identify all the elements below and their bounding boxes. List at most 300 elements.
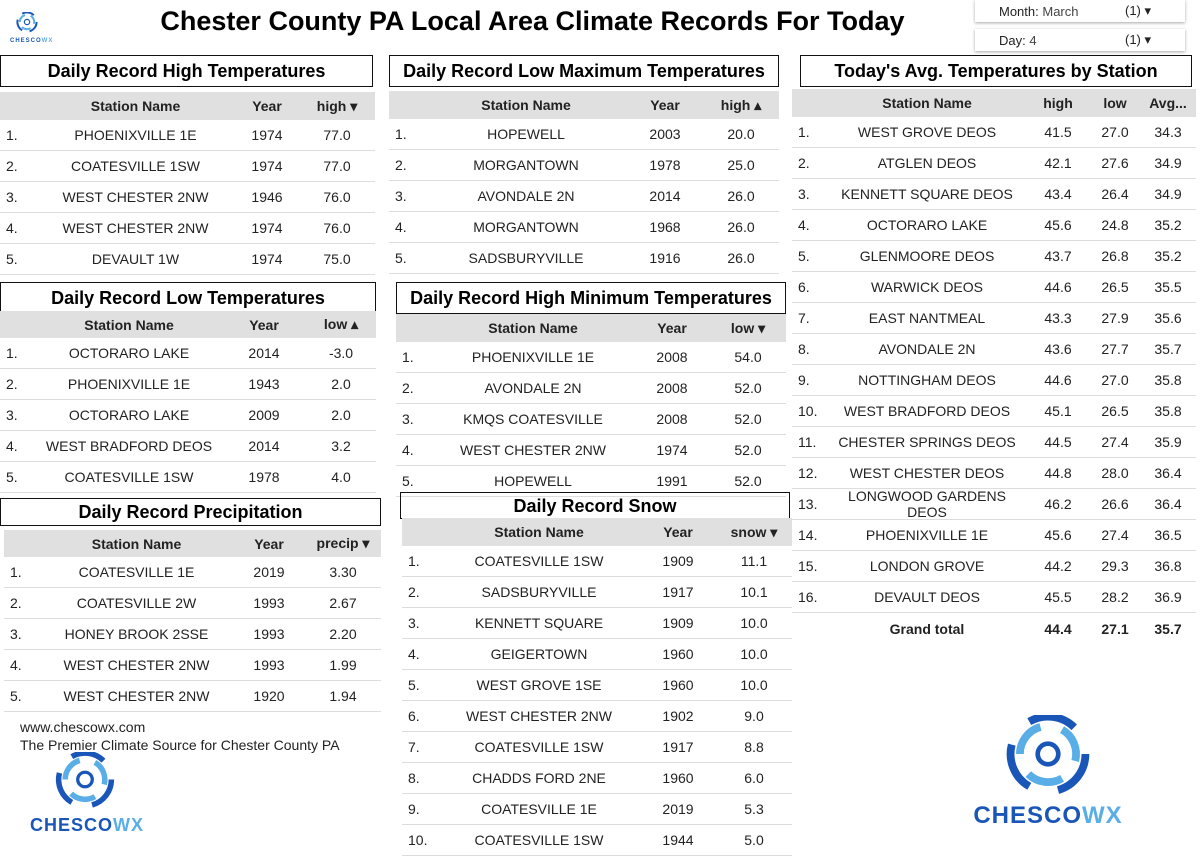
cell: 35.9	[1154, 434, 1182, 450]
column-header[interactable]: Station Name	[90, 98, 181, 114]
logo-left	[30, 752, 145, 842]
highmin-table-title: Daily Record High Minimum Temperatures	[396, 282, 786, 314]
cell: 27.0	[1101, 124, 1129, 140]
rank: 2.	[10, 595, 22, 611]
cell: KMQS COATESVILLE	[463, 411, 603, 427]
rank: 8.	[798, 341, 810, 357]
rank: 5.	[402, 473, 414, 489]
table-row	[4, 557, 381, 588]
column-header[interactable]: low	[1103, 95, 1127, 111]
rank: 4.	[408, 646, 420, 662]
rank: 10.	[798, 403, 818, 419]
cell: 45.5	[1044, 589, 1072, 605]
cell: 1991	[656, 473, 688, 489]
cell: COATESVILLE 1E	[78, 564, 195, 580]
table-row	[0, 213, 375, 244]
cell: OCTORARO LAKE	[866, 217, 988, 233]
table-row	[396, 435, 786, 466]
rank: 9.	[798, 372, 810, 388]
snow-table	[402, 518, 792, 856]
logo-right	[968, 715, 1128, 835]
cell: 27.4	[1101, 434, 1129, 450]
rank: 2.	[395, 157, 407, 173]
cell: 77.0	[323, 127, 351, 143]
cell: 34.9	[1154, 186, 1182, 202]
cell: 2014	[248, 438, 280, 454]
table-row	[0, 244, 375, 275]
cell: DEVAULT 1W	[91, 251, 180, 267]
rank: 15.	[798, 558, 818, 574]
rank: 7.	[408, 739, 420, 755]
cell: 2008	[656, 380, 688, 396]
cell: PHOENIXVILLE 1E	[471, 349, 595, 365]
cell: 26.5	[1101, 403, 1129, 419]
cell: OCTORARO LAKE	[68, 407, 190, 423]
cell: NOTTINGHAM DEOS	[858, 372, 996, 388]
cell: COATESVILLE 1SW	[474, 832, 604, 848]
rank: 2.	[6, 376, 18, 392]
cell: 77.0	[323, 158, 351, 174]
cell: 76.0	[323, 220, 351, 236]
table-row	[396, 342, 786, 373]
rank: 3.	[402, 411, 414, 427]
cell: 43.6	[1044, 341, 1072, 357]
cell: 27.4	[1101, 527, 1129, 543]
cell: 26.0	[727, 219, 755, 235]
column-header[interactable]: Station Name	[494, 524, 584, 540]
cell: 35.8	[1154, 372, 1182, 388]
rank: 8.	[408, 770, 420, 786]
cell: 35.5	[1154, 279, 1182, 295]
cell: WARWICK DEOS	[870, 279, 983, 295]
rank: 1.	[798, 124, 810, 140]
footer	[20, 718, 340, 754]
cell: 11.1	[740, 553, 768, 569]
cell: 2014	[649, 188, 681, 204]
cell: WEST CHESTER 2NW	[63, 688, 210, 704]
table-row	[792, 148, 1196, 179]
cell: 35.7	[1154, 341, 1182, 357]
cell: CHADDS FORD 2NE	[472, 770, 606, 786]
rank: 2.	[798, 155, 810, 171]
table-row	[402, 639, 792, 670]
cell: 10.1	[740, 584, 768, 600]
table-row	[4, 619, 381, 650]
table-row	[792, 210, 1196, 241]
column-header[interactable]: low ▾	[730, 319, 766, 336]
tagline: The Premier Climate Source for Chester County PA	[20, 737, 340, 753]
cell: 76.0	[323, 189, 351, 205]
cell: EAST NANTMEAL	[868, 310, 986, 326]
table-row	[0, 462, 376, 493]
cell: WEST CHESTER 2NW	[63, 657, 210, 673]
cell: 20.0	[727, 126, 755, 142]
rank: 6.	[798, 279, 810, 295]
table-row	[792, 458, 1196, 489]
column-header[interactable]: Avg...	[1149, 95, 1187, 111]
rank: 2.	[402, 380, 414, 396]
table-row	[389, 212, 779, 243]
cell: COATESVILLE 1SW	[474, 739, 604, 755]
rank: 1.	[6, 345, 18, 361]
table-row	[389, 243, 779, 274]
column-header[interactable]: Station Name	[91, 535, 182, 552]
table-row	[792, 117, 1196, 148]
table-row	[0, 400, 376, 431]
logo-text: CHESCOWX	[30, 814, 145, 835]
cell: COATESVILLE 1SW	[71, 158, 200, 174]
table-header	[4, 530, 381, 557]
rank: 3.	[408, 615, 420, 631]
cell: KENNETT SQUARE DEOS	[841, 186, 1013, 202]
table-row	[389, 150, 779, 181]
column-header[interactable]: high	[1043, 95, 1073, 111]
cell: 27.7	[1101, 341, 1129, 357]
cell: OCTORARO LAKE	[68, 345, 190, 361]
cell: 2009	[248, 407, 280, 423]
table-row	[792, 272, 1196, 303]
cell: LONDON GROVE	[869, 558, 985, 574]
cell: 26.0	[727, 250, 755, 266]
cell: AVONDALE 2N	[477, 188, 575, 204]
cell: AVONDALE 2N	[484, 380, 582, 396]
cell: HONEY BROOK 2SSE	[64, 626, 209, 642]
table-header	[0, 92, 375, 120]
cell: 2019	[253, 564, 285, 580]
cell: 36.9	[1154, 589, 1182, 605]
rank: 1.	[395, 126, 407, 142]
cell: 1974	[251, 127, 283, 143]
table-row	[389, 119, 779, 150]
swirl-icon	[30, 752, 140, 810]
rank: 5.	[6, 469, 18, 485]
table-row	[402, 670, 792, 701]
rank: 4.	[798, 217, 810, 233]
cell: GLENMOORE DEOS	[859, 248, 995, 264]
rank: 3.	[10, 626, 22, 642]
rank: 14.	[798, 527, 818, 543]
cell: 1909	[662, 553, 694, 569]
cell: 1978	[248, 469, 280, 485]
table-row	[402, 763, 792, 794]
cell: CHESTER SPRINGS DEOS	[838, 434, 1016, 450]
cell: WEST CHESTER 2NW	[466, 708, 612, 724]
table-header	[389, 91, 779, 119]
cell: WEST GROVE 1SE	[476, 677, 602, 693]
table-row	[792, 396, 1196, 427]
table-row	[0, 338, 376, 369]
rank: 4.	[10, 657, 22, 673]
cell: 24.8	[1101, 217, 1129, 233]
cell: 45.6	[1044, 217, 1072, 233]
table-row	[402, 608, 792, 639]
table-row	[792, 365, 1196, 396]
cell: 29.3	[1101, 558, 1129, 574]
rank: 6.	[408, 708, 420, 724]
cell: WEST GROVE DEOS	[857, 124, 997, 140]
column-header[interactable]: Year	[650, 97, 680, 113]
low-table-title: Daily Record Low Temperatures	[0, 282, 376, 313]
cell: COATESVILLE 2W	[76, 595, 197, 611]
table-row	[0, 182, 375, 213]
rank: 5.	[6, 251, 18, 267]
rank: 5.	[798, 248, 810, 264]
cell: 10.0	[740, 646, 768, 662]
cell: 3.30	[329, 564, 357, 580]
cell: ATGLEN DEOS	[877, 155, 977, 171]
cell: PHOENIXVILLE 1E	[67, 376, 191, 392]
column-header[interactable]: Station Name	[481, 97, 571, 113]
cell: -3.0	[328, 345, 354, 361]
cell: 43.7	[1044, 248, 1072, 264]
cell: 36.4	[1154, 465, 1182, 481]
cell: 1.94	[329, 688, 357, 704]
cell: 1974	[251, 251, 283, 267]
column-header[interactable]: precip ▾	[316, 535, 370, 551]
rank: 3.	[798, 186, 810, 202]
rank: 9.	[408, 801, 420, 817]
cell: 36.8	[1154, 558, 1182, 574]
rank: 12.	[798, 465, 818, 481]
rank: 13.	[798, 496, 818, 512]
cell: 35.7	[1154, 620, 1182, 637]
cell: WEST CHESTER 2NW	[62, 220, 209, 236]
cell: 1974	[251, 158, 283, 174]
cell: 52.0	[734, 411, 762, 427]
low-table	[0, 311, 376, 493]
cell: DEVAULT DEOS	[874, 589, 980, 605]
rank: 3.	[395, 188, 407, 204]
column-header[interactable]: Year	[249, 316, 279, 333]
cell: 2.20	[329, 626, 357, 642]
table-row	[402, 546, 792, 577]
cell: HOPEWELL	[487, 126, 565, 142]
cell: 1946	[251, 189, 283, 205]
cell: 75.0	[323, 251, 351, 267]
cell: HOPEWELL	[494, 473, 572, 489]
cell: 1916	[649, 250, 681, 266]
cell: PHOENIXVILLE 1E	[74, 127, 197, 143]
swirl-icon	[968, 715, 1128, 797]
grand-total-row	[792, 613, 1196, 644]
table-row	[396, 404, 786, 435]
cell: 42.1	[1044, 155, 1072, 171]
rank: 3.	[6, 189, 18, 205]
high-table	[0, 92, 375, 275]
page-title: Chester County PA Local Area Climate Records For Today	[160, 6, 905, 36]
cell: 5.0	[744, 832, 764, 848]
cell: 27.0	[1101, 372, 1129, 388]
cell: 26.8	[1101, 248, 1129, 264]
cell: 35.2	[1154, 248, 1182, 264]
cell: 52.0	[734, 442, 762, 458]
cell: 43.4	[1044, 186, 1072, 202]
column-header[interactable]: Station Name	[882, 95, 972, 111]
column-header[interactable]: high ▴	[720, 96, 762, 113]
site-link[interactable]: www.chescowx.com	[20, 719, 146, 735]
cell: 44.4	[1044, 620, 1072, 637]
rank: 7.	[798, 310, 810, 326]
logo-text: CHESCOWX	[973, 801, 1123, 829]
cell: 26.0	[727, 188, 755, 204]
table-row	[389, 181, 779, 212]
table-row	[792, 582, 1196, 613]
rank: 2.	[6, 158, 18, 174]
table-row	[0, 431, 376, 462]
cell: 54.0	[734, 349, 762, 365]
rank: 5.	[10, 688, 22, 704]
high-table-title: Daily Record High Temperatures	[0, 55, 373, 87]
cell: 1960	[662, 677, 694, 693]
column-header[interactable]: Year	[657, 320, 687, 336]
cell: 45.1	[1044, 403, 1072, 419]
cell: 1960	[662, 646, 694, 662]
table-row	[4, 650, 381, 681]
table-header	[402, 518, 792, 546]
table-row	[792, 179, 1196, 210]
cell: 25.0	[727, 157, 755, 173]
cell: WEST CHESTER DEOS	[849, 465, 1005, 481]
rank: 1.	[10, 564, 22, 580]
column-header[interactable]: Year	[252, 98, 282, 114]
column-header[interactable]: Station Name	[84, 316, 174, 333]
cell: 44.5	[1044, 434, 1072, 450]
column-header[interactable]: Year	[254, 535, 284, 552]
cell: 28.2	[1101, 589, 1129, 605]
filter-label: Month:	[999, 3, 1039, 19]
cell: 1993	[253, 626, 285, 642]
cell: 2.0	[331, 407, 351, 423]
precip-table	[4, 530, 381, 712]
table-row	[402, 577, 792, 608]
lowmax-table-title: Daily Record Low Maximum Temperatures	[389, 55, 779, 87]
cell: COATESVILLE 1SW	[64, 469, 194, 485]
cell: 45.6	[1044, 527, 1072, 543]
avg-table-title: Today's Avg. Temperatures by Station	[800, 55, 1192, 87]
cell: KENNETT SQUARE	[474, 615, 604, 631]
cell: 34.9	[1154, 155, 1182, 171]
cell: 1974	[656, 442, 688, 458]
rank: 1.	[6, 127, 18, 143]
rank: 5.	[408, 677, 420, 693]
precip-table-title: Daily Record Precipitation	[0, 498, 381, 526]
cell: PHOENIXVILLE 1E	[865, 527, 989, 543]
table-row	[402, 732, 792, 763]
cell: 43.3	[1044, 310, 1072, 326]
cell: SADSBURYVILLE	[468, 250, 584, 266]
cell: 36.5	[1154, 527, 1182, 543]
cell: COATESVILLE 1E	[481, 801, 597, 817]
cell: 27.6	[1101, 155, 1129, 171]
rank: 5.	[395, 250, 407, 266]
rank: 2.	[408, 584, 420, 600]
cell: MORGANTOWN	[473, 157, 579, 173]
rank: 11.	[798, 434, 817, 450]
cell: 1909	[662, 615, 694, 631]
table-row	[792, 303, 1196, 334]
avg-table	[792, 89, 1196, 644]
cell: 1993	[253, 657, 285, 673]
column-header[interactable]: Year	[663, 524, 693, 540]
cell: 1902	[662, 708, 694, 724]
cell: WEST BRADFORD DEOS	[843, 403, 1011, 419]
cell: 44.6	[1044, 372, 1072, 388]
column-header[interactable]: snow ▾	[730, 523, 778, 540]
table-row	[0, 151, 375, 182]
cell: 2.0	[331, 376, 351, 392]
table-row	[0, 120, 375, 151]
cell: 41.5	[1044, 124, 1072, 140]
rank: 16.	[798, 589, 818, 605]
cell: 10.0	[740, 677, 768, 693]
cell: 26.6	[1101, 496, 1129, 512]
cell: 28.0	[1101, 465, 1129, 481]
cell: 5.3	[744, 801, 764, 817]
cell: 35.2	[1154, 217, 1182, 233]
cell: SADSBURYVILLE	[481, 584, 597, 600]
cell: 35.6	[1154, 310, 1182, 326]
rank: 3.	[6, 407, 18, 423]
table-row	[792, 520, 1196, 551]
table-row	[402, 701, 792, 732]
table-row	[792, 427, 1196, 458]
cell: 2003	[649, 126, 681, 142]
cell: 1943	[248, 376, 280, 392]
cell: 27.1	[1101, 620, 1129, 637]
table-header	[0, 311, 376, 338]
column-header[interactable]: low ▴	[323, 316, 359, 332]
table-row	[792, 489, 1196, 520]
cell: 4.0	[331, 469, 351, 485]
cell: 2.67	[329, 595, 357, 611]
cell: 35.8	[1154, 403, 1182, 419]
month-filter[interactable]	[975, 0, 1185, 22]
cell: 36.4	[1154, 496, 1182, 512]
table-row	[4, 681, 381, 712]
cell: 1944	[662, 832, 694, 848]
cell: 8.8	[744, 739, 764, 755]
cell: 44.6	[1044, 279, 1072, 295]
rank: 1.	[402, 349, 414, 365]
filter-count: (1)	[1125, 32, 1141, 47]
chevron-down-icon: ▾	[1144, 3, 1152, 18]
cell: 2014	[248, 345, 280, 361]
day-filter[interactable]	[975, 29, 1185, 51]
table-header	[396, 314, 786, 342]
cell: 2019	[662, 801, 694, 817]
cell: 52.0	[734, 473, 762, 489]
cell: 1920	[253, 688, 285, 704]
cell: 34.3	[1154, 124, 1182, 140]
cell: WEST CHESTER 2NW	[460, 442, 606, 458]
table-row	[402, 794, 792, 825]
filter-value: 4	[1029, 32, 1037, 48]
rank: 10.	[408, 832, 428, 848]
rank: 4.	[6, 438, 18, 454]
rank: 4.	[6, 220, 18, 236]
cell: 1993	[253, 595, 285, 611]
cell: 27.9	[1101, 310, 1129, 326]
snow-table-title: Daily Record Snow	[400, 492, 790, 519]
column-header[interactable]: high ▾	[316, 97, 358, 114]
cell: MORGANTOWN	[473, 219, 579, 235]
filter-count: (1)	[1125, 3, 1141, 18]
cell: 52.0	[734, 380, 762, 396]
rank: 1.	[408, 553, 420, 569]
rank: 4.	[402, 442, 414, 458]
cell: AVONDALE 2N	[878, 341, 976, 357]
column-header[interactable]: Station Name	[488, 320, 578, 336]
